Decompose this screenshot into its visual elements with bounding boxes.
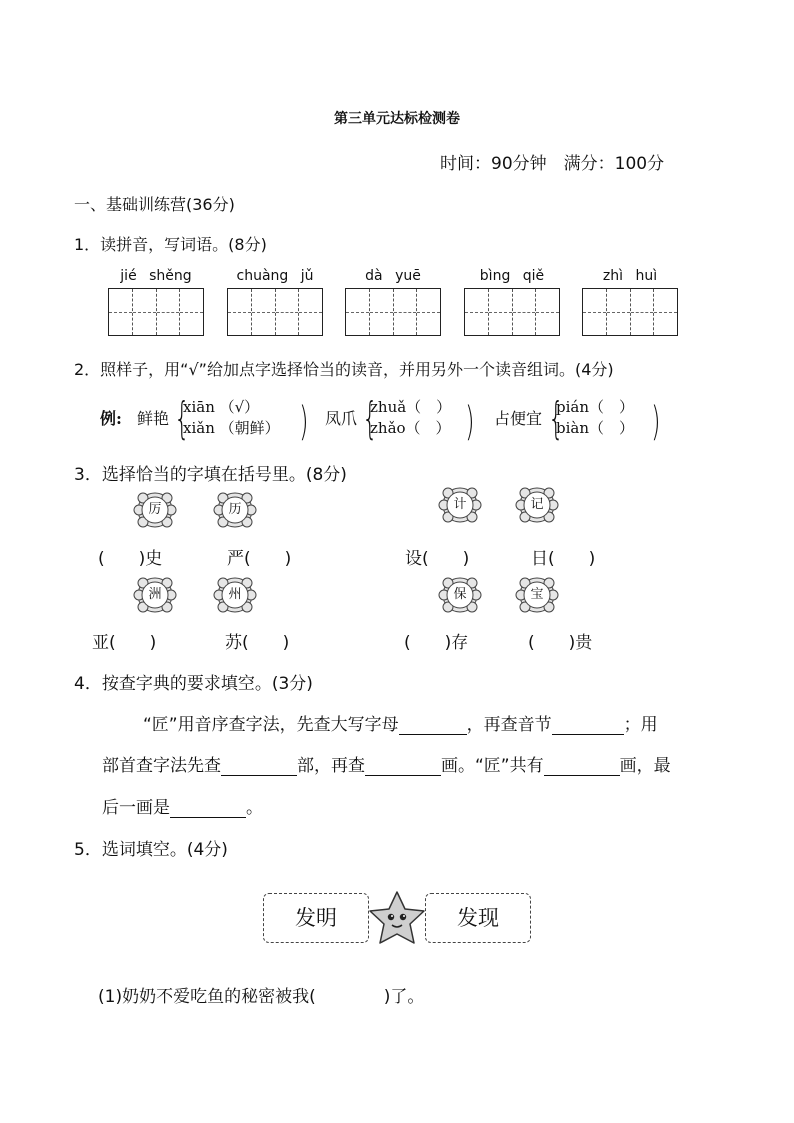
brace: { [548, 393, 564, 444]
reading-bian[interactable]: biàn（ ） [556, 419, 635, 437]
q4-text: ，再查音节 [466, 715, 552, 735]
fill-item[interactable]: 苏( ) [225, 633, 290, 653]
writing-grid[interactable] [464, 288, 560, 336]
q4-label: 4．按查字典的要求填空。(3分) [74, 674, 313, 694]
answer-blank[interactable] [170, 799, 246, 818]
writing-grid[interactable] [582, 288, 678, 336]
q4-text: 部首查字法先查 [102, 756, 221, 776]
reading-pian[interactable]: pián（ ） [556, 398, 635, 416]
q4-text: 画，最 [619, 756, 671, 776]
pinyin-item [345, 268, 441, 336]
q3-label: 3．选择恰当的字填在括号里。(8分) [74, 465, 347, 485]
example-reading-1: xiān （√） [183, 398, 260, 416]
reading-zhua[interactable]: zhuǎ（ ） [370, 398, 452, 416]
answer-blank[interactable] [399, 716, 467, 735]
brace: { [362, 393, 378, 444]
q4-text: ；用 [623, 715, 658, 735]
char-tag [211, 571, 259, 619]
word-option: 发现 [425, 893, 531, 943]
example-prefix: 例: [100, 409, 122, 428]
fill-item[interactable]: 严( ) [227, 549, 292, 569]
answer-blank[interactable] [544, 757, 620, 776]
char-text: 历 [228, 502, 242, 517]
q4-text: 部，再查 [297, 756, 365, 776]
q4-line-3 [102, 793, 263, 818]
q5-sentence-1[interactable]: (1)奶奶不爱吃鱼的秘密被我( )了。 [98, 987, 425, 1007]
q4-text: 后一画是 [102, 798, 170, 818]
fill-item[interactable]: 亚( ) [92, 633, 157, 653]
char-tag [513, 481, 561, 529]
q4-text: 。 [246, 798, 263, 818]
char-tag [436, 571, 484, 619]
answer-blank[interactable] [221, 757, 297, 776]
pinyin-text: bìng qiě [479, 268, 545, 284]
char-tag [211, 486, 259, 534]
q4-line-2 [102, 751, 671, 776]
q2-label: 2．照样子，用“√”给加点字选择恰当的读音，并用另外一个读音组词。(4分) [74, 360, 614, 379]
fill-item[interactable]: ( )贵 [528, 633, 593, 653]
char-text: 计 [453, 497, 467, 512]
q4-text: “匠”用音序查字法，先查大写字母 [143, 715, 399, 735]
fill-item[interactable]: ( )存 [404, 633, 469, 653]
char-text: 洲 [148, 587, 162, 602]
q4-line-1 [143, 710, 658, 735]
fill-item[interactable]: 日( ) [531, 549, 596, 569]
char-text: 厉 [148, 502, 162, 517]
section-heading: 一、基础训练营(36分) [74, 195, 235, 214]
writing-grid[interactable] [227, 288, 323, 336]
pinyin-text: jié shěng [120, 268, 192, 284]
char-text: 州 [228, 587, 242, 602]
example-reading-2: xiǎn （朝鲜） [183, 419, 280, 437]
star-icon [366, 888, 428, 948]
char-text: 记 [530, 497, 544, 512]
pinyin-item [464, 268, 560, 336]
q1-label: 1．读拼音，写词语。(8分) [74, 235, 267, 254]
q4-text: 画。“匠”共有 [441, 756, 544, 776]
reading-zhao[interactable]: zhǎo（ ） [370, 419, 451, 437]
fill-item[interactable]: 设( ) [405, 549, 470, 569]
pinyin-item [227, 268, 323, 336]
example-word: 鲜艳 [137, 409, 170, 428]
char-text: 宝 [530, 587, 544, 602]
fill-item[interactable]: ( )史 [98, 549, 163, 569]
pinyin-text: chuàng jǔ [236, 268, 314, 284]
pinyin-text: dà yuē [365, 268, 421, 284]
q5-label: 5．选词填空。(4分) [74, 840, 228, 860]
writing-grid[interactable] [108, 288, 204, 336]
time-score-info: 时间：90分钟 满分：100分 [440, 154, 665, 174]
close-paren: ) [465, 399, 475, 445]
pinyin-item [582, 268, 678, 336]
writing-grid[interactable] [345, 288, 441, 336]
word-fengzhua: 凤爪 [325, 409, 358, 428]
close-paren: ) [299, 399, 309, 445]
pinyin-item [108, 268, 204, 336]
answer-blank[interactable] [552, 716, 624, 735]
char-tag [131, 486, 179, 534]
char-tag [436, 481, 484, 529]
pinyin-text: zhì huì [602, 268, 658, 284]
char-tag [131, 571, 179, 619]
brace: { [174, 393, 190, 444]
char-text: 保 [453, 587, 467, 602]
word-zhanpianyi: 占便宜 [494, 409, 543, 428]
char-tag [513, 571, 561, 619]
word-option: 发明 [263, 893, 369, 943]
page-title: 第三单元达标检测卷 [334, 111, 460, 127]
close-paren: ) [651, 399, 661, 445]
answer-blank[interactable] [365, 757, 441, 776]
